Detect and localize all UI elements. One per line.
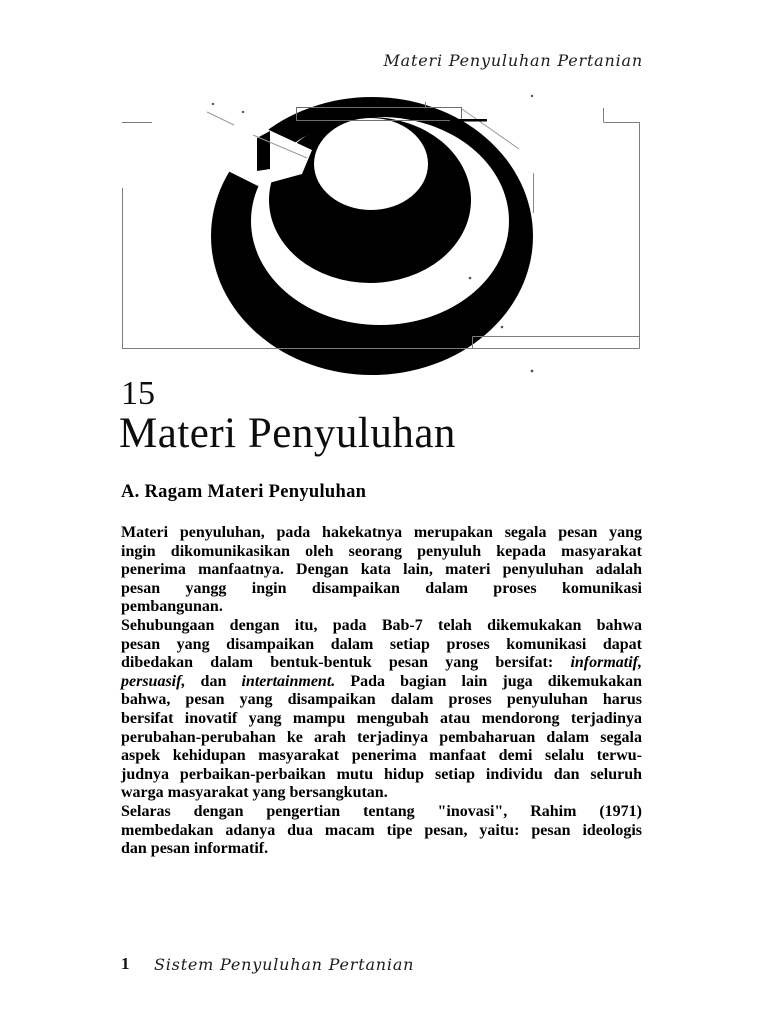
text-line: pembangunan. bbox=[121, 598, 223, 616]
page-footer bbox=[0, 954, 768, 978]
chapter-number: 15 bbox=[121, 375, 155, 412]
footer-page-number: 1 bbox=[121, 954, 130, 973]
body-paragraphs bbox=[121, 524, 642, 859]
text-line: Sehubungaan dengan itu, pada Bab-7 telah dikemukakan bahwa bbox=[121, 616, 642, 634]
text-line: bahwa, pesan yang disampaikan dalam proses penyuluhan harus bbox=[121, 691, 642, 709]
text-line: pesan yang disampaikan dalam setiap proses komunikasi dapat bbox=[121, 635, 642, 653]
frame-thick-segment bbox=[450, 119, 487, 122]
text-line: perubahan-perubahan ke arah terjadinya pembaharuan dalam segala bbox=[121, 728, 642, 746]
chapter-title: Materi Penyuluhan bbox=[119, 410, 456, 457]
paragraph bbox=[121, 617, 642, 803]
text-line: bersifat inovatif yang mampu mengubah atau mendorong terjadinya bbox=[121, 709, 642, 727]
text-line: judnya perbaikan-perbaikan mutu hidup setiap individu dan seluruh bbox=[121, 765, 642, 783]
text-line: pesan yangg ingin disampaikan dalam proses komunikasi bbox=[121, 579, 642, 597]
text-line: penerima manfaatnya. Dengan kata lain, materi penyuluhan adalah bbox=[121, 561, 642, 579]
text-line: membedakan adanya dua macam tipe pesan, yaitu: pesan ideologis bbox=[121, 821, 642, 839]
text-line: warga masyarakat yang bersangkutan. bbox=[121, 784, 388, 802]
text-line: persuasif, dan intertainment. Pada bagian lain juga dikemukakan bbox=[121, 672, 642, 690]
text-line: aspek kehidupan masyarakat penerima manfaat demi selalu terwu- bbox=[121, 747, 642, 765]
text-line: dan pesan informatif. bbox=[121, 840, 269, 858]
section-heading: A. Ragam Materi Penyuluhan bbox=[121, 482, 367, 502]
text-line: ingin dikomunikasikan oleh seorang penyuluh kepada masyarakat bbox=[121, 542, 642, 560]
text-line: Materi penyuluhan, pada hakekatnya merupakan segala pesan yang bbox=[121, 524, 642, 541]
ornament-rings bbox=[186, 97, 533, 375]
running-header-text: Materi Penyuluhan Pertanian bbox=[383, 51, 643, 70]
paragraph bbox=[121, 524, 642, 617]
text-line: dibedakan dalam bentuk-bentuk pesan yang bersifat: informatif, bbox=[121, 654, 642, 672]
text-line: Selaras dengan pengertian tentang "inovasi", Rahim (1971) bbox=[121, 802, 642, 820]
ornament-slash bbox=[186, 97, 312, 186]
paragraph bbox=[121, 803, 642, 859]
running-header bbox=[384, 51, 644, 70]
ornament-highlight-hole bbox=[314, 118, 428, 210]
footer-book-title: Sistem Penyuluhan Pertanian bbox=[154, 955, 415, 974]
